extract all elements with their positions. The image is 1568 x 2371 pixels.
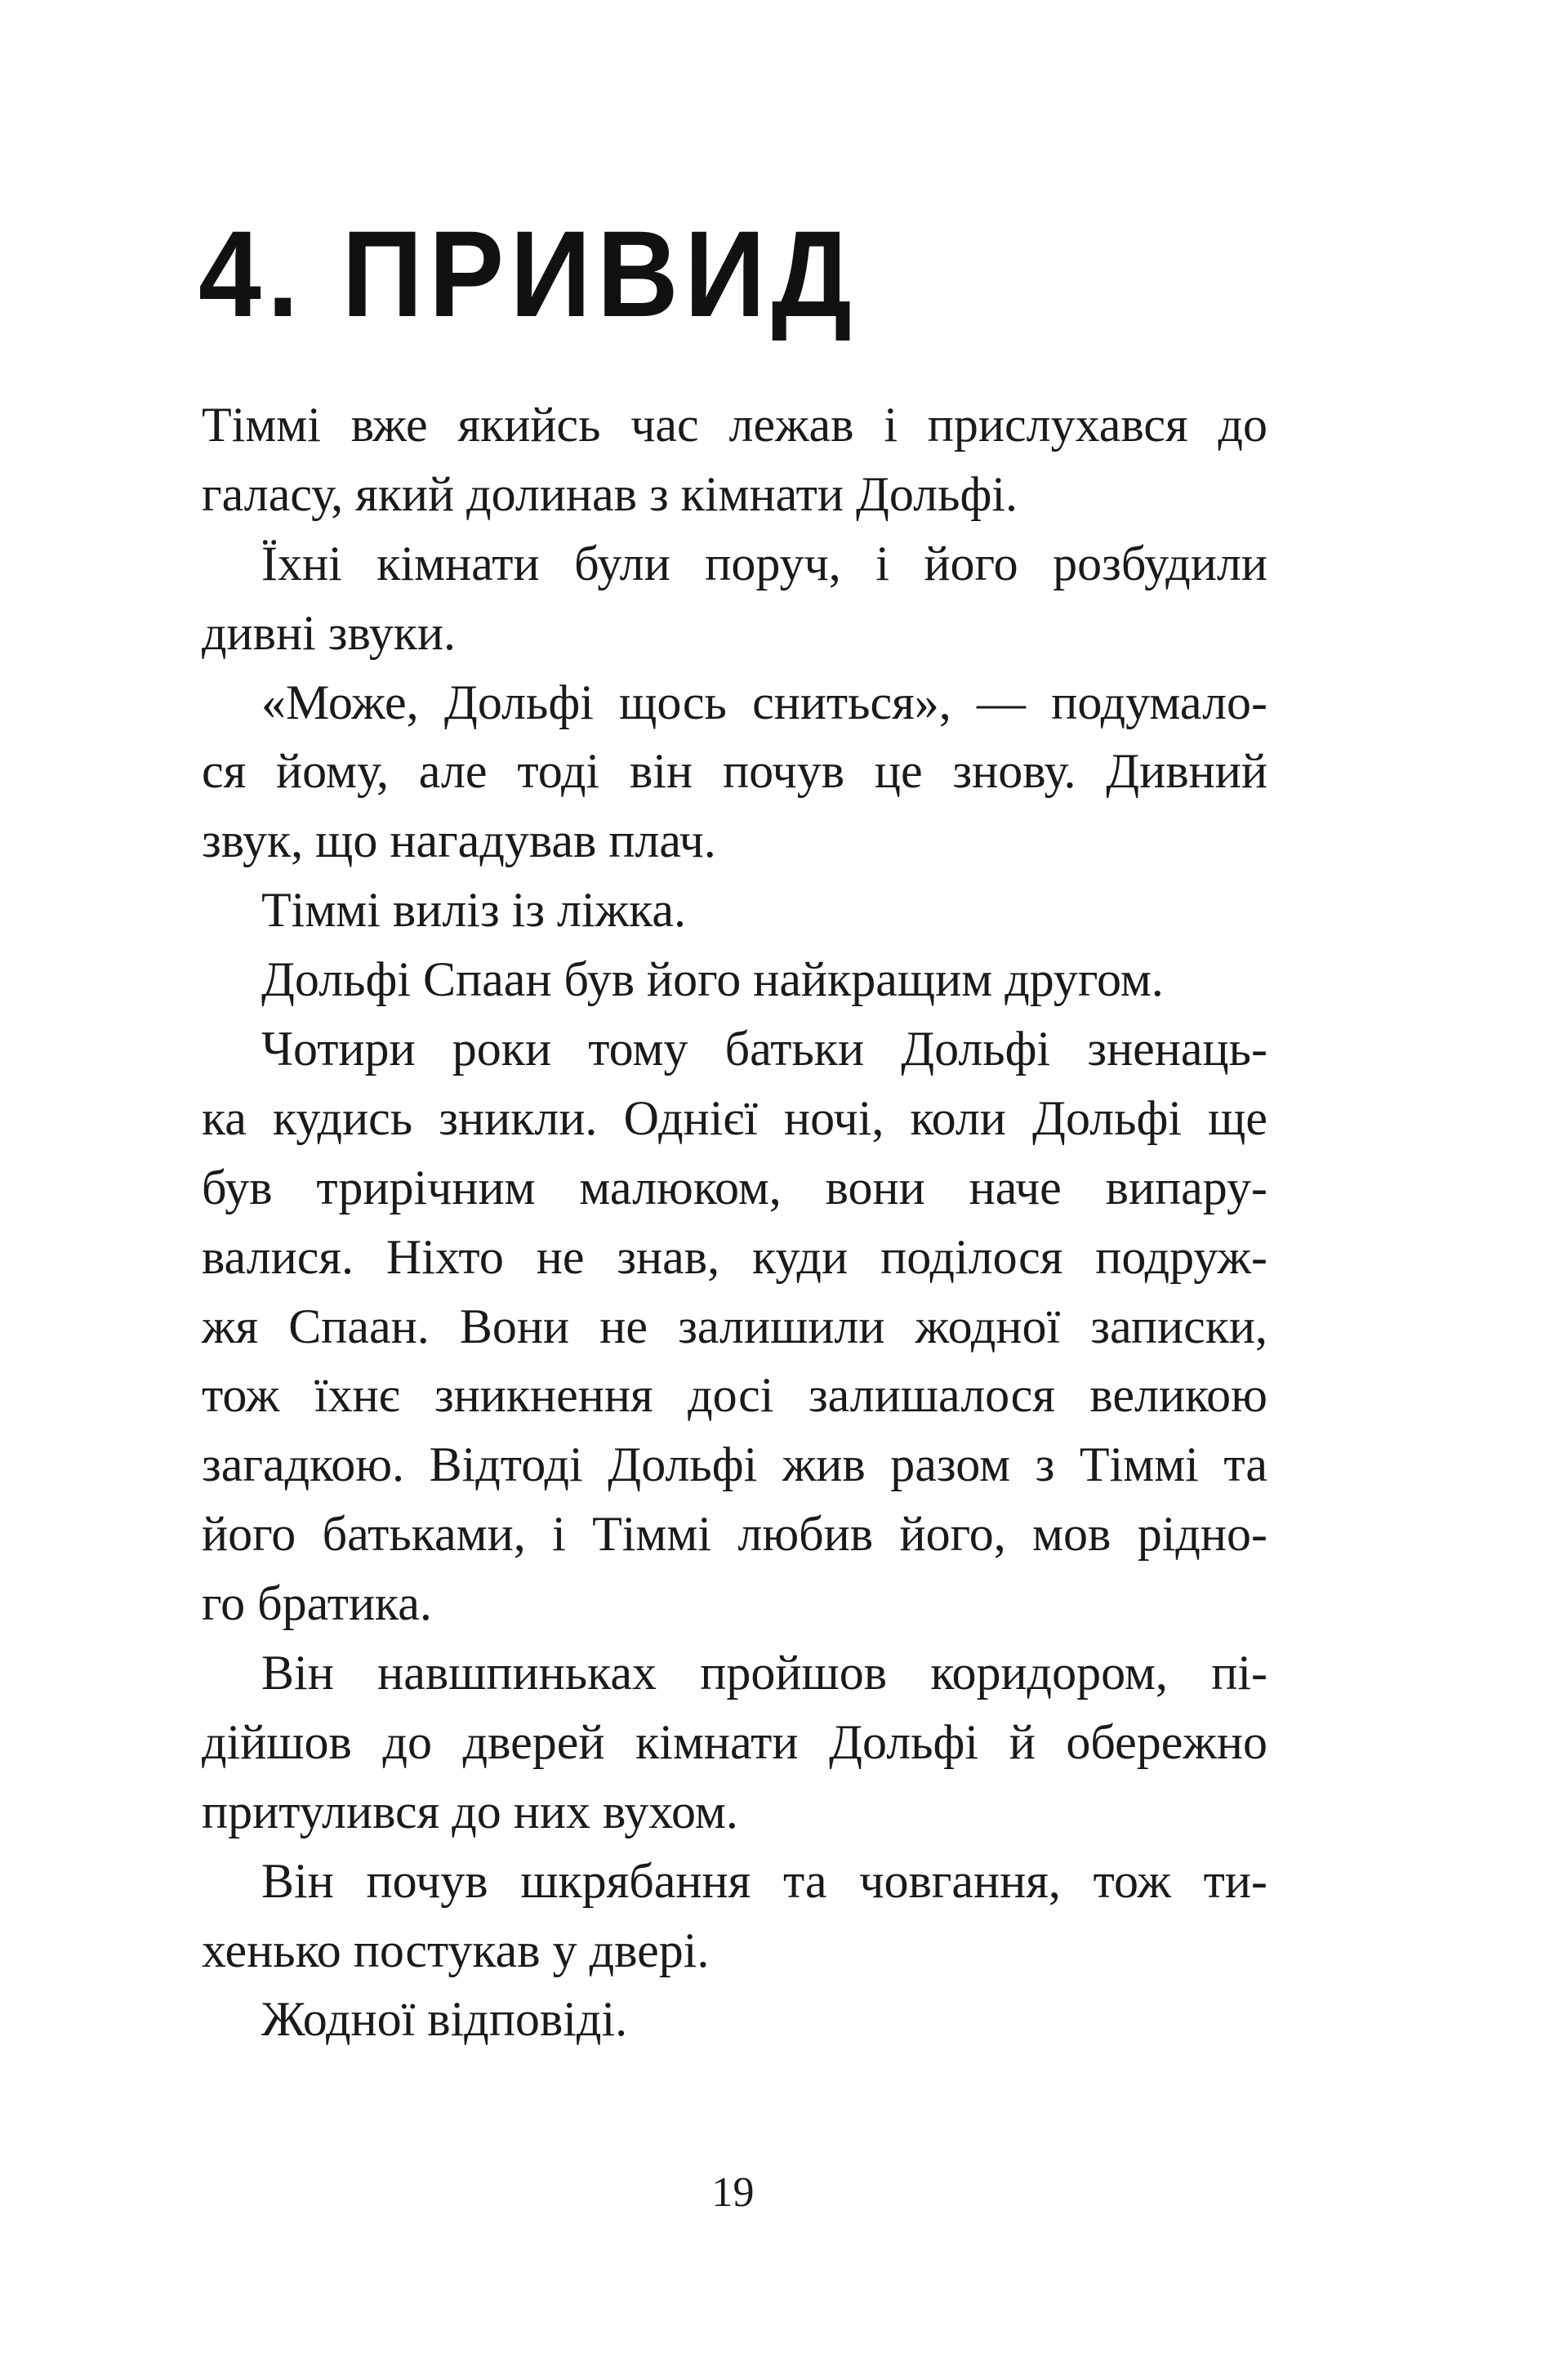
text-line: Чотири роки тому батьки Дольфі зненаць- [261, 1022, 1267, 1076]
text-line: притулився до них вухом. [202, 1784, 738, 1838]
text-line: жя Спаан. Вони не залишили жодної записки, [202, 1299, 1267, 1353]
text-line: його батьками, і Тіммі любив його, мов рідно- [202, 1507, 1267, 1562]
text-line: був трирічним малюком, вони наче випару- [202, 1160, 1267, 1214]
text-line: «Може, Дольфі щось сниться», — подумало- [261, 675, 1267, 729]
text-line: хенько постукав у двері. [202, 1923, 710, 1977]
paragraph [202, 945, 1267, 1014]
text-line: загадкою. Відтоді Дольфі жив разом з Тіммі та [202, 1437, 1267, 1492]
paragraph [202, 1985, 1267, 2054]
text-line: звук, що нагадував плач. [202, 813, 716, 868]
page-number: 19 [711, 2169, 755, 2216]
text-line: Жодної відповіді. [261, 1992, 628, 2047]
text-line: го братика. [202, 1576, 432, 1631]
text-line: галасу, який долинав з кімнати Дольфі. [202, 466, 1018, 521]
chapter-body [202, 390, 1267, 2054]
text-line: тож їхнє зникнення досі залишалося великою [202, 1368, 1267, 1423]
chapter-title: 4. ПРИВИД [198, 205, 858, 342]
paragraph [202, 1014, 1267, 1638]
paragraph [202, 668, 1267, 876]
text-line: ка кудись зникли. Однієї ночі, коли Дольфі ще [202, 1090, 1267, 1145]
text-line: дивні звуки. [202, 605, 456, 660]
text-line: Дольфі Спаан був його найкращим другом. [261, 952, 1164, 1007]
text-line: Їхні кімнати були поруч, і його розбудили [261, 536, 1267, 591]
text-line: дійшов до дверей кімнати Дольфі й обережно [202, 1714, 1267, 1769]
paragraph [202, 529, 1267, 668]
text-line: Він почув шкрябання та човгання, тож ти- [261, 1853, 1267, 1908]
text-line: Він навшпиньках пройшов коридором, пі- [261, 1646, 1267, 1700]
paragraph [202, 390, 1267, 529]
text-line: валися. Ніхто не знав, куди поділося подруж- [202, 1229, 1267, 1284]
text-line: Тіммі вже якийсь час лежав і прислухався до [202, 398, 1267, 452]
text-line: Тіммі виліз із ліжка. [261, 883, 686, 938]
paragraph [202, 1847, 1267, 1985]
paragraph [202, 876, 1267, 945]
text-line: ся йому, але тоді він почув це знову. Дивний [202, 744, 1267, 799]
paragraph [202, 1638, 1267, 1847]
